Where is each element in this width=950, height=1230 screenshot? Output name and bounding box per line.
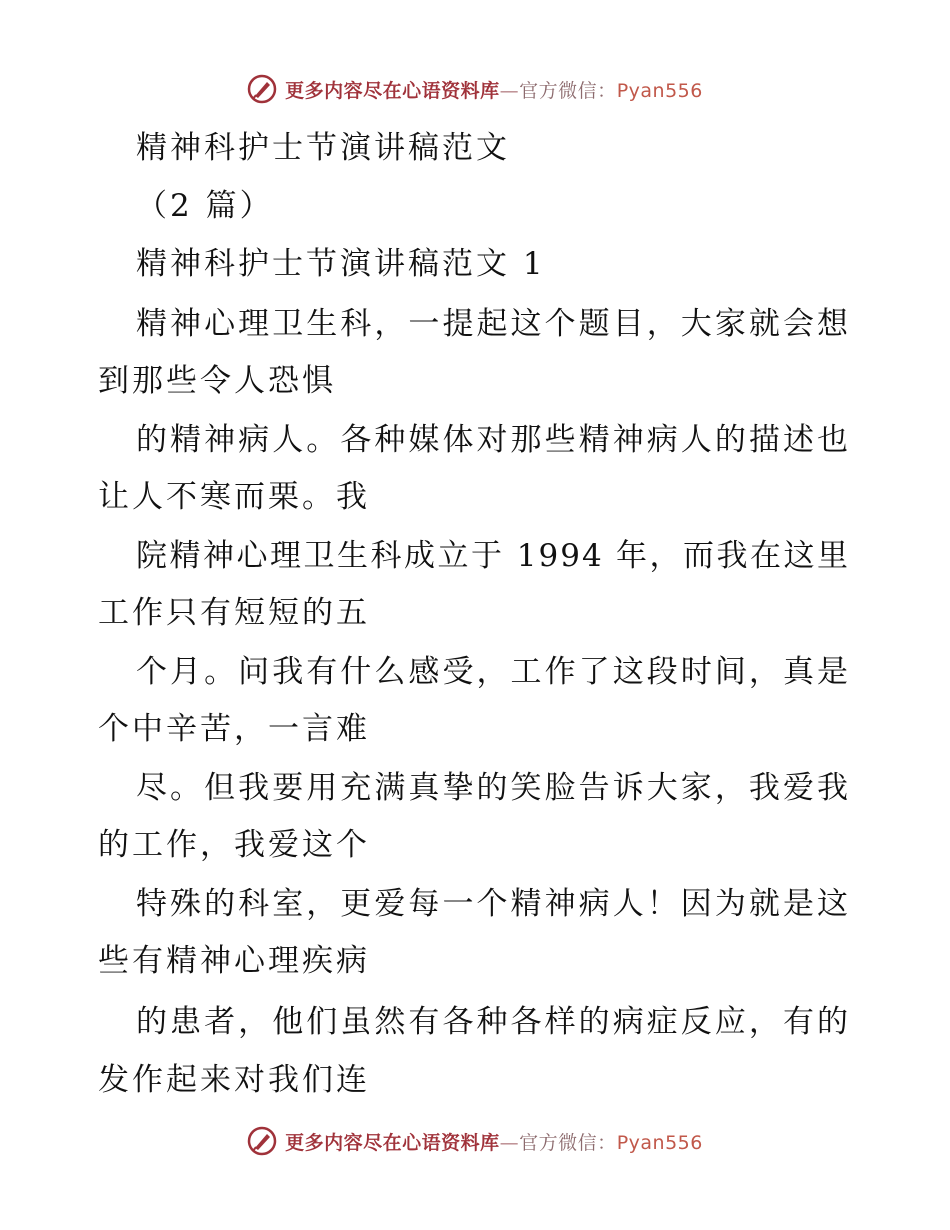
watermark-text — [285, 76, 703, 103]
paragraph-line: 到那些令人恐惧 — [98, 363, 336, 399]
paragraph-line: 尽。但我要用充满真挚的笑脸告诉大家，我爱我 — [136, 770, 850, 806]
paragraph-line: 个月。问我有什么感受，工作了这段时间，真是 — [136, 654, 850, 690]
paragraph-line: 发作起来对我们连 — [98, 1062, 370, 1098]
watermark-dash: — — [499, 79, 520, 102]
header-watermark — [0, 72, 950, 106]
watermark-wechat-id: Pyan556 — [616, 79, 703, 102]
paragraph-line: 的精神病人。各种媒体对那些精神病人的描述也 — [136, 422, 850, 458]
paragraph-line: 精神心理卫生科，一提起这个题目，大家就会想 — [136, 306, 850, 342]
watermark-label: 官方微信： — [519, 79, 617, 102]
quill-pen-logo-icon — [247, 1126, 277, 1156]
section-heading: 精神科护士节演讲稿范文 1 — [136, 246, 546, 282]
watermark-label: 官方微信： — [519, 1131, 617, 1154]
watermark-wechat-id: Pyan556 — [616, 1131, 703, 1154]
watermark-brand: 更多内容尽在心语资料库 — [285, 1131, 500, 1154]
quill-pen-logo-icon — [247, 74, 277, 104]
watermark-text — [285, 1128, 703, 1155]
paragraph-line: 特殊的科室，更爱每一个精神病人！因为就是这 — [136, 886, 850, 922]
paragraph-line: 让人不寒而栗。我 — [98, 479, 370, 515]
paragraph-line: 的工作，我爱这个 — [98, 827, 370, 863]
watermark-brand: 更多内容尽在心语资料库 — [285, 79, 500, 102]
document-title: 精神科护士节演讲稿范文 — [136, 130, 510, 166]
paragraph-line: 的患者，他们虽然有各种各样的病症反应，有的 — [136, 1004, 850, 1040]
paragraph-line: 工作只有短短的五 — [98, 595, 370, 631]
paragraph-line: 些有精神心理疾病 — [98, 943, 370, 979]
paragraph-line: 个中辛苦，一言难 — [98, 711, 370, 747]
paragraph-line: 院精神心理卫生科成立于 1994 年，而我在这里 — [136, 538, 850, 574]
footer-watermark — [0, 1124, 950, 1158]
watermark-dash: — — [499, 1131, 520, 1154]
document-subtitle: （2 篇） — [136, 188, 274, 224]
